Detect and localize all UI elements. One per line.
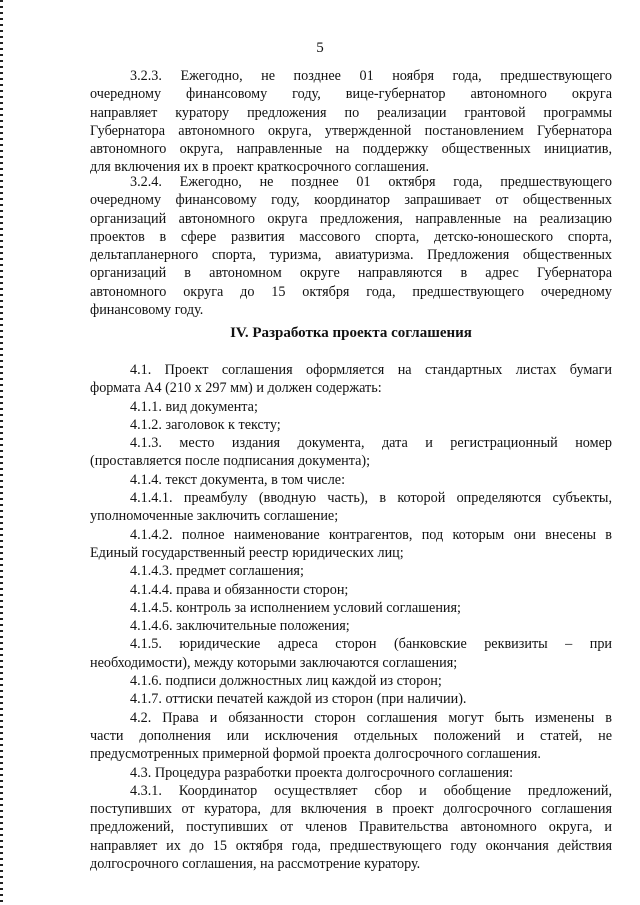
list-item-line: долгосрочного соглашения, на рассмотрение куратору. <box>90 856 421 873</box>
paragraph-line: очередному финансовому году, координатор запрашивает от общественных <box>90 192 612 209</box>
paragraph-3-2-4 <box>90 173 612 319</box>
list-item-line: 4.1.4.3. предмет соглашения; <box>130 563 304 580</box>
paragraph-line: очередному финансовому году, вице-губернатор автономного округа <box>90 86 612 103</box>
list-item <box>90 361 612 398</box>
list-item-line: необходимости), между которыми заключаются соглашения; <box>90 654 458 671</box>
list-item <box>90 690 612 708</box>
list-item-line: 4.1.7. оттиски печатей каждой из сторон (при наличии). <box>130 691 467 708</box>
list-item <box>90 635 612 672</box>
paragraph-line: проектов в сфере развития массового спорта, детско-юношеского спорта, <box>90 228 612 245</box>
list-item-line: части дополнения или исключения отдельных положений и статей, не <box>90 727 612 744</box>
list-item <box>90 672 612 690</box>
list-item <box>90 709 612 764</box>
section-heading-block <box>90 324 612 342</box>
list-item-line: 4.2. Права и обязанности сторон соглашения могут быть изменены в <box>130 709 612 726</box>
paragraph-line: 3.2.4. Ежегодно, не позднее 01 октября года, предшествующего <box>130 174 612 190</box>
list-item-line: 4.1.4.6. заключительные положения; <box>130 618 350 635</box>
list-item-line: формата А4 (210 х 297 мм) и должен содержать: <box>90 380 382 397</box>
section-heading: IV. Разработка проекта соглашения <box>230 325 472 341</box>
list-item-line: предусмотренных примерной формой проекта долгосрочного соглашения. <box>90 746 541 763</box>
paragraph-line: Губернатора автономного округа, утвержденной постановлением Губернатора <box>90 122 612 139</box>
paragraph-line: направляет куратору предложения по реализации грантовой программы <box>90 104 612 121</box>
list-item <box>90 471 612 489</box>
list-item-line: предложений, поступивших от членов Правительства автономного округа, и <box>90 819 612 836</box>
paragraph-line: финансовому году. <box>90 302 204 319</box>
list-item-line: 4.1.4.5. контроль за исполнением условий соглашения; <box>130 599 461 616</box>
list-item <box>90 398 612 416</box>
list-item <box>90 599 612 617</box>
list-item <box>90 416 612 434</box>
list-item <box>90 617 612 635</box>
list-item <box>90 782 612 873</box>
list-item-line: 4.1.6. подписи должностных лиц каждой из сторон; <box>130 673 442 690</box>
paragraph-line: 3.2.3. Ежегодно, не позднее 01 ноября года, предшествующего <box>130 68 612 84</box>
list-item <box>90 581 612 599</box>
list-item-line: 4.1.2. заголовок к тексту; <box>130 416 281 433</box>
list-item <box>90 764 612 782</box>
list-item <box>90 562 612 580</box>
section-body <box>90 361 612 873</box>
list-item-line: 4.1.1. вид документа; <box>130 398 258 415</box>
list-item-line: 4.1.5. юридические адреса сторон (банковские реквизиты – при <box>130 636 612 653</box>
list-item-line: 4.1.4.1. преамбулу (вводную часть), в которой определяются субъекты, <box>130 490 612 507</box>
list-item-line: Единый государственный реестр юридических лиц; <box>90 544 404 561</box>
list-item-line: (проставляется после подписания документа); <box>90 453 371 470</box>
list-item-line: 4.1. Проект соглашения оформляется на стандартных листах бумаги <box>130 362 612 378</box>
paragraph-3-2-3 <box>90 67 612 177</box>
list-item-line: поступивших от куратора, для включения в проект долгосрочного соглашения <box>90 801 612 818</box>
paragraph-line: автономного округа, направленные на поддержку общественных инициатив, <box>90 141 612 158</box>
list-item-line: уполномоченные заключить соглашение; <box>90 508 339 525</box>
paragraph-line: для включения их в проект краткосрочного соглашения. <box>90 159 430 176</box>
list-item <box>90 526 612 563</box>
list-item-line: 4.3. Процедура разработки проекта долгосрочного соглашения: <box>130 764 514 781</box>
list-item-line: 4.1.4. текст документа, в том числе: <box>130 471 346 488</box>
list-item-line: 4.1.3. место издания документа, дата и регистрационный номер <box>130 435 612 452</box>
paragraph-line: автономного округа до 15 октября года, предшествующего очередному <box>90 283 612 300</box>
list-item <box>90 489 612 526</box>
list-item-line: 4.1.4.2. полное наименование контрагентов, под которым они внесены в <box>130 526 612 543</box>
page-number: 5 <box>316 40 324 56</box>
list-item-line: 4.3.1. Координатор осуществляет сбор и обобщение предложений, <box>130 782 612 799</box>
list-item <box>90 434 612 471</box>
paragraph-line: организаций автономного округа предложения, направленные на реализацию <box>90 210 612 227</box>
scan-edge <box>0 0 3 905</box>
list-item-line: 4.1.4.4. права и обязанности сторон; <box>130 581 349 598</box>
paragraph-line: организаций в автономном округе направляются в адрес Губернатора <box>90 265 612 282</box>
list-item-line: направляет их до 15 октября года, предшествующего году окончания действия <box>90 837 612 854</box>
paragraph-line: дельтапланерного спорта, туризма, авиатуризма. Предложения общественных <box>90 247 612 264</box>
